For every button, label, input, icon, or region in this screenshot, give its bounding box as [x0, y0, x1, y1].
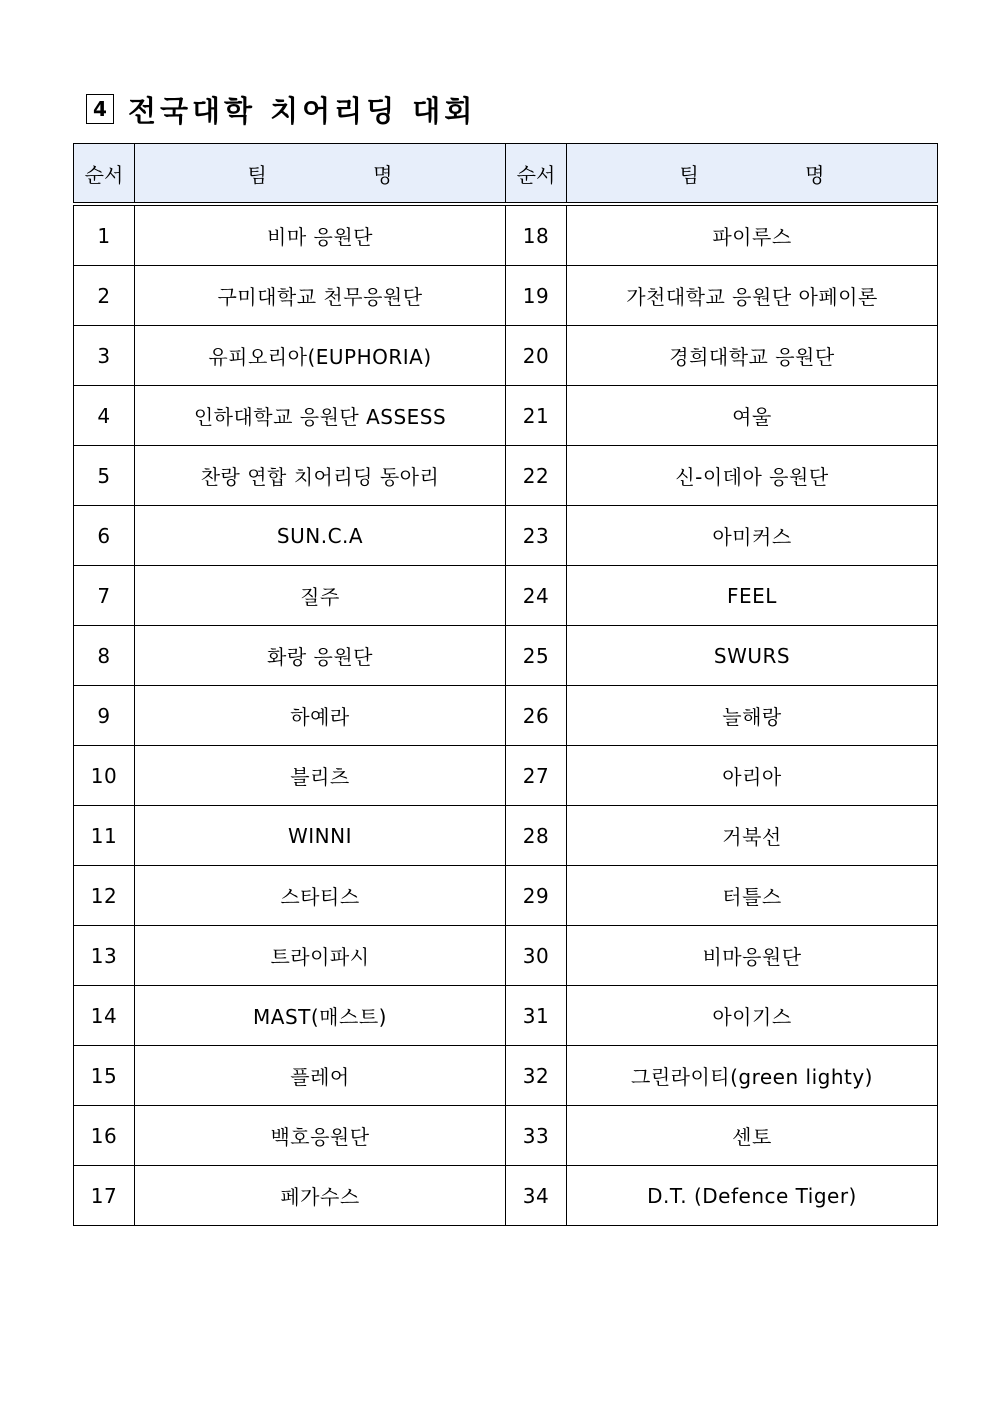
section-title: 전국대학 치어리딩 대회: [128, 93, 477, 128]
table-header: [74, 144, 938, 205]
header-order-left: 순서: [74, 144, 135, 205]
team-name-cell: 구미대학교 천무응원단: [135, 266, 506, 326]
table-row: [74, 266, 938, 326]
table-row: [74, 986, 938, 1046]
team-name-cell: MAST(매스트): [135, 986, 506, 1046]
team-name-cell: 센토: [567, 1106, 938, 1166]
table-body: [74, 204, 938, 1226]
team-name-cell: 경희대학교 응원단: [567, 326, 938, 386]
table-row: [74, 806, 938, 866]
team-name-cell: 트라이파시: [135, 926, 506, 986]
order-cell: 25: [506, 626, 567, 686]
table-row: [74, 326, 938, 386]
order-cell: 8: [74, 626, 135, 686]
table-row: [74, 506, 938, 566]
team-name-cell: SWURS: [567, 626, 938, 686]
table-row: [74, 1166, 938, 1226]
team-name-cell: 비마 응원단: [135, 204, 506, 266]
team-name-cell: 비마응원단: [567, 926, 938, 986]
team-name-cell: 찬랑 연합 치어리딩 동아리: [135, 446, 506, 506]
team-name-cell: FEEL: [567, 566, 938, 626]
order-cell: 29: [506, 866, 567, 926]
order-cell: 22: [506, 446, 567, 506]
order-cell: 20: [506, 326, 567, 386]
header-team-name-left: 팀 명: [135, 144, 506, 205]
order-cell: 4: [74, 386, 135, 446]
team-name-cell: 아이기스: [567, 986, 938, 1046]
team-name-cell: 스타티스: [135, 866, 506, 926]
table-row: [74, 204, 938, 266]
order-cell: 10: [74, 746, 135, 806]
order-cell: 24: [506, 566, 567, 626]
order-cell: 3: [74, 326, 135, 386]
team-name-cell: 백호응원단: [135, 1106, 506, 1166]
order-cell: 7: [74, 566, 135, 626]
team-name-cell: 신-이데아 응원단: [567, 446, 938, 506]
order-cell: 5: [74, 446, 135, 506]
order-cell: 26: [506, 686, 567, 746]
team-name-cell: 블리츠: [135, 746, 506, 806]
team-name-cell: D.T. (Defence Tiger): [567, 1166, 938, 1226]
table-row: [74, 446, 938, 506]
team-name-cell: 터틀스: [567, 866, 938, 926]
team-name-cell: 화랑 응원단: [135, 626, 506, 686]
team-name-cell: 인하대학교 응원단 ASSESS: [135, 386, 506, 446]
header-row: [74, 144, 938, 205]
order-cell: 12: [74, 866, 135, 926]
team-name-cell: 하예라: [135, 686, 506, 746]
team-name-cell: SUN.C.A: [135, 506, 506, 566]
order-cell: 32: [506, 1046, 567, 1106]
order-cell: 6: [74, 506, 135, 566]
team-name-cell: 늘해랑: [567, 686, 938, 746]
team-name-cell: 아리아: [567, 746, 938, 806]
order-cell: 31: [506, 986, 567, 1046]
order-cell: 23: [506, 506, 567, 566]
order-cell: 17: [74, 1166, 135, 1226]
order-cell: 11: [74, 806, 135, 866]
team-name-cell: 그린라이티(green lighty): [567, 1046, 938, 1106]
table-row: [74, 626, 938, 686]
team-name-cell: 여울: [567, 386, 938, 446]
team-name-cell: 질주: [135, 566, 506, 626]
order-cell: 16: [74, 1106, 135, 1166]
table-row: [74, 566, 938, 626]
order-cell: 33: [506, 1106, 567, 1166]
team-name-cell: 거북선: [567, 806, 938, 866]
table-row: [74, 926, 938, 986]
table-row: [74, 686, 938, 746]
header-team-name-right: 팀 명: [567, 144, 938, 205]
order-cell: 19: [506, 266, 567, 326]
order-cell: 27: [506, 746, 567, 806]
table-row: [74, 386, 938, 446]
order-cell: 9: [74, 686, 135, 746]
team-name-cell: 아미커스: [567, 506, 938, 566]
order-cell: 30: [506, 926, 567, 986]
order-cell: 21: [506, 386, 567, 446]
order-cell: 15: [74, 1046, 135, 1106]
team-name-cell: 페가수스: [135, 1166, 506, 1226]
order-cell: 18: [506, 204, 567, 266]
team-name-cell: WINNI: [135, 806, 506, 866]
order-cell: 14: [74, 986, 135, 1046]
section-heading: [86, 86, 476, 132]
header-order-right: 순서: [506, 144, 567, 205]
team-roster-table: [73, 143, 938, 1226]
team-name-cell: 가천대학교 응원단 아페이론: [567, 266, 938, 326]
table-row: [74, 1106, 938, 1166]
team-name-cell: 플레어: [135, 1046, 506, 1106]
order-cell: 34: [506, 1166, 567, 1226]
table-row: [74, 746, 938, 806]
order-cell: 1: [74, 204, 135, 266]
table-row: [74, 866, 938, 926]
team-name-cell: 유피오리아(EUPHORIA): [135, 326, 506, 386]
team-name-cell: 파이루스: [567, 204, 938, 266]
order-cell: 13: [74, 926, 135, 986]
section-number-box: 4: [86, 94, 114, 124]
table-row: [74, 1046, 938, 1106]
order-cell: 28: [506, 806, 567, 866]
order-cell: 2: [74, 266, 135, 326]
